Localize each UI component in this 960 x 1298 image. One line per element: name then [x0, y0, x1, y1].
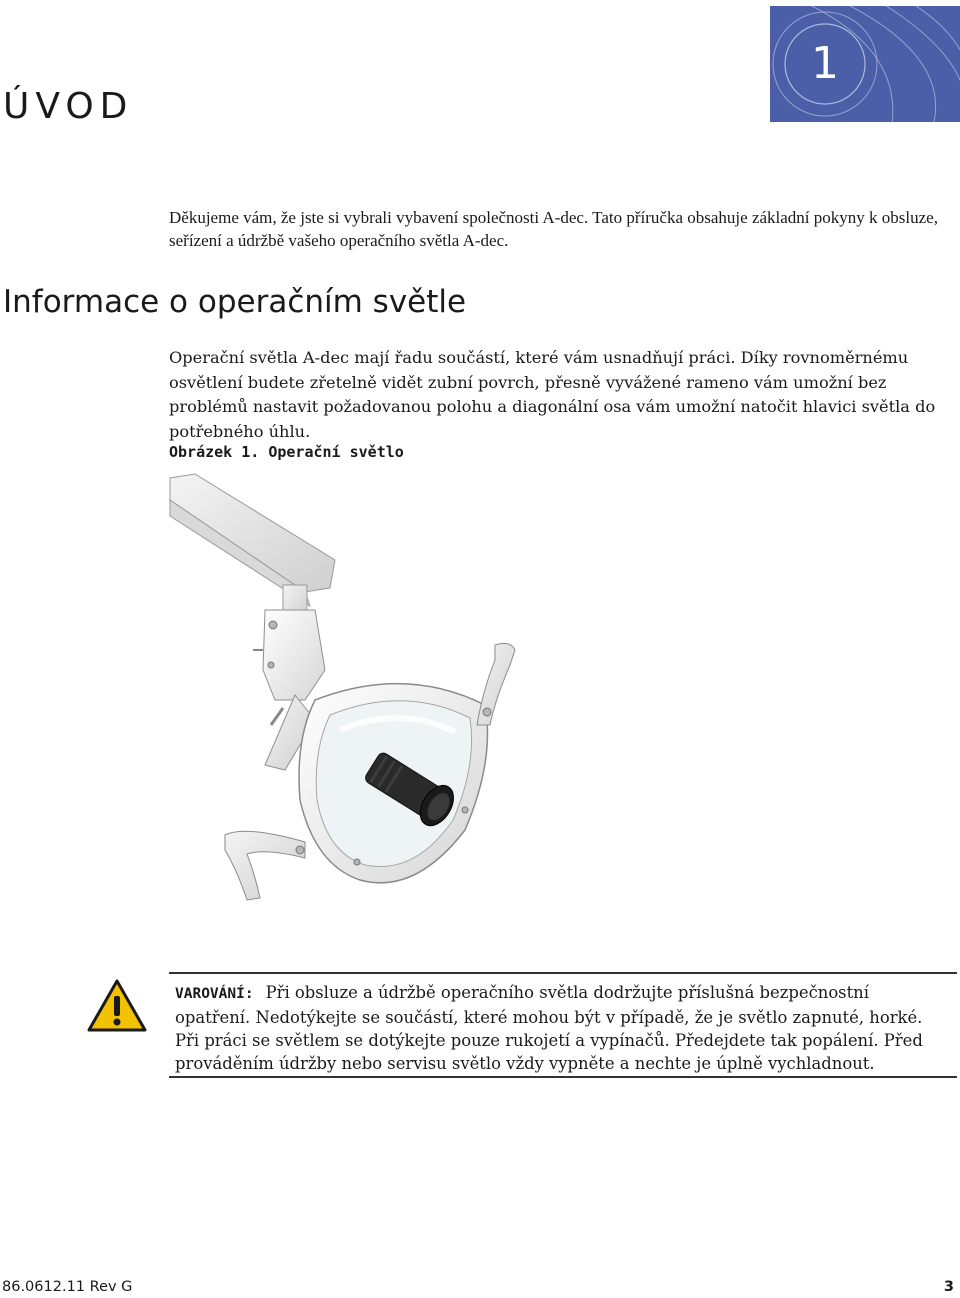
intro-paragraph: Děkujeme vám, že jste si vybrali vybavení společnosti A-dec. Tato příručka obsahuje základní pokyny k obsluze, seřízení a údržbě vašeho operačního světla A-dec. — [169, 208, 938, 250]
chapter-number: 1 — [811, 38, 839, 89]
chapter-title: ÚVOD — [3, 86, 134, 127]
warning-label: VAROVÁNÍ: — [175, 986, 254, 1002]
operating-light-figure — [165, 470, 585, 910]
warning-rule-top — [169, 972, 957, 974]
section-heading: Informace o operačním světle — [3, 284, 467, 320]
figure-caption: Obrázek 1. Operační světlo — [169, 443, 404, 461]
warning-triangle-icon — [86, 978, 148, 1034]
footer-page-number: 3 — [943, 1279, 954, 1295]
warning-rule-bottom — [169, 1076, 957, 1078]
warning-text: Při obsluze a údržbě operačního světla dodržujte příslušná bezpečnostní opatření. Nedotýkejte se součástí, které mohou být v případě, že je světlo zapnuté, horké. Při práci se světlem se dotýkejte pouze rukojetí a vypínačů. Předejdete tak popálení. Před prováděním údržby nebo servisu světlo vždy vypněte a nechte je úplně vychladnout. — [175, 983, 923, 1073]
footer-doc-number: 86.0612.11 Rev G — [2, 1279, 133, 1295]
dental-light-icon — [165, 470, 585, 910]
section-body: Operační světla A-dec mají řadu součástí, které vám usnadňují práci. Díky rovnoměrnému osvětlení budete zřetelně vidět zubní povrch, přesně vyvážené rameno vám umožní bez problémů nastavit požadovanou polohu a diagonální osa vám umožní natočit hlavici světla do potřebného úhlu. — [169, 348, 936, 441]
chapter-badge — [770, 6, 960, 122]
warning-text-block — [175, 981, 935, 1075]
